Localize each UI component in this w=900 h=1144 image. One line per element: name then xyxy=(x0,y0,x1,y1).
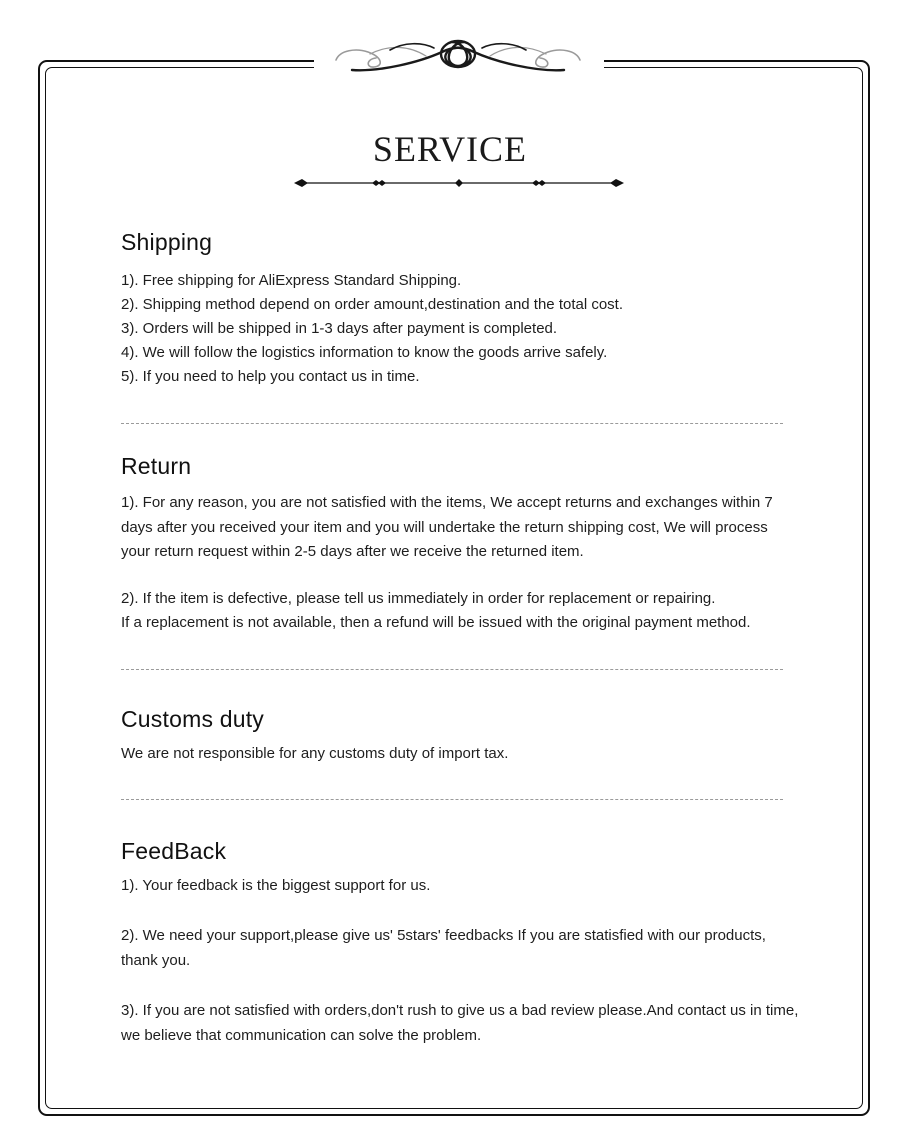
list-item: 4). We will follow the logistics information to know the goods arrive safely. xyxy=(121,344,608,361)
customs-heading: Customs duty xyxy=(121,706,265,732)
shipping-heading: Shipping xyxy=(121,229,213,255)
list-item: 3). Orders will be shipped in 1-3 days after payment is completed. xyxy=(121,320,558,337)
return-heading: Return xyxy=(121,453,192,479)
section-divider xyxy=(121,423,783,424)
return-paragraph-2-line-1: 2). If the item is defective, please tell us immediately in order for replacement or repairing. xyxy=(121,590,716,607)
return-paragraph-2-line-2: If a replacement is not available, then a refund will be issued with the original payment method. xyxy=(121,614,751,631)
customs-text: We are not responsible for any customs duty of import tax. xyxy=(121,745,509,762)
feedback-item-1: 1). Your feedback is the biggest support for us. xyxy=(121,877,431,894)
list-item: 5). If you need to help you contact us in time. xyxy=(121,368,420,385)
section-divider xyxy=(121,669,783,670)
feedback-item-2: 2). We need your support,please give us' 5stars' feedbacks If you are statisfied with our products, thank you. xyxy=(121,927,766,969)
list-item: 2). Shipping method depend on order amount,destination and the total cost. xyxy=(121,296,624,313)
feedback-item-3: 3). If you are not satisfied with orders,don't rush to give us a bad review please.And contact us in time, we believe that communication can solve the problem. xyxy=(121,1002,799,1044)
page-title: SERVICE xyxy=(372,129,528,169)
shipping-list xyxy=(121,269,811,389)
arrow-divider-icon xyxy=(294,175,624,191)
flourish-ornament-icon xyxy=(330,32,586,76)
return-paragraph-1: 1). For any reason, you are not satisfied with the items, We accept returns and exchanges within 7 days after you received your item and you will undertake the return shipping cost, We will process your return request within 2-5 days after we receive the returned item. xyxy=(121,494,773,560)
feedback-heading: FeedBack xyxy=(121,838,227,864)
section-divider xyxy=(121,799,783,800)
list-item: 1). Free shipping for AliExpress Standard Shipping. xyxy=(121,272,462,289)
